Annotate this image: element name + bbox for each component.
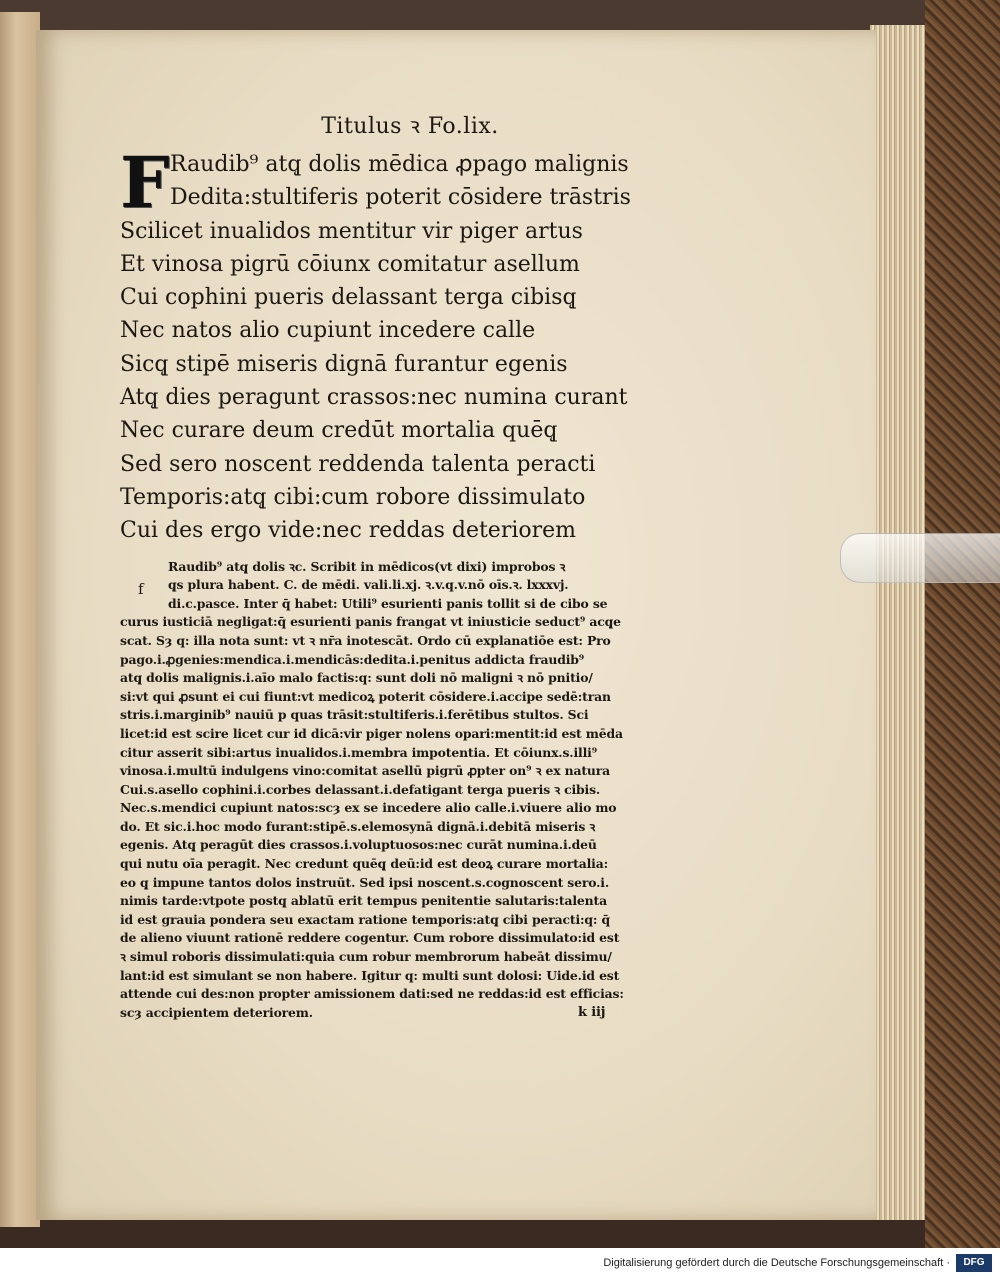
- commentary-line: id est grauia pondera seu exactam ratione temporis:atq̨ cibi peracti:q: q̄: [120, 911, 611, 927]
- commentary-block: [120, 558, 680, 1023]
- page-text: [120, 110, 680, 1022]
- verse-line: Cui cophini pueris delassant terga cibisq̨: [120, 285, 577, 311]
- commentary-line: stris.i.marginib⁹ nauiū p quas trāsit:stultiferis.i.ferētibus stultos. Sci: [120, 707, 589, 723]
- verse-line: Cui des ergo vide:nec reddas deteriorem: [120, 518, 577, 544]
- commentary-line: curus iusticiā negligat:q̄ esurienti panis frangat vt iniusticie seduct⁹ acq̨e: [120, 614, 621, 630]
- commentary-initial-marker: f: [138, 579, 144, 598]
- commentary-line: attende cui des:non propter amissionem dati:sed ne reddas:id est efficias:: [120, 986, 624, 1002]
- commentary-line: Nec.s.mendici cupiunt natos:scȝ ex se incedere alio calle.i.viuere alio mo: [120, 800, 617, 816]
- commentary-line: atq̨ dolis malignis.i.aīo malo factis:q: sunt doli nō maligni ꝛ nō pnitio/: [120, 670, 593, 686]
- funding-credit: Digitalisierung gefördert durch die Deutsche Forschungsgemeinschaft ·: [603, 1257, 950, 1269]
- commentary-line: nimis tarde:vtpote postq̨ ablatū erit tempus penitentie salutaris:talenta: [120, 893, 607, 909]
- verse-line: Raudib⁹ atq̨ dolis mēdica ꝓpago malignis: [170, 152, 629, 177]
- scan-top-edge: [0, 0, 1000, 30]
- commentary-line-last: [120, 1004, 680, 1023]
- verse-line: Temporis:atq̨ cibi:cum robore dissimulato: [120, 484, 586, 510]
- verse-line: Sicq̨ stipē miseris dignā furantur egenis: [120, 351, 568, 377]
- commentary-line: vinosa.i.multū indulgens vino:comitat asellū pigrū ꝓpter on⁹ ꝛ ex natura: [120, 763, 611, 779]
- page-tab-marker: [840, 533, 1000, 583]
- commentary-line: pago.i.ꝓgenies:mendica.i.mendicās:dedita.i.penitus addicta fraudib⁹: [120, 651, 585, 667]
- commentary-line: ꝛ simul roboris dissimulati:quia cum robur membrorum habeāt dissimu/: [120, 949, 612, 965]
- commentary-line: scȝ accipientem deteriorem.: [120, 1004, 313, 1020]
- decorated-initial: F: [120, 141, 170, 224]
- verse-line: Nec natos alio cupiunt incedere calle: [120, 318, 536, 344]
- verse-line: Scilicet inualidos mentitur vir piger artus: [120, 218, 583, 244]
- commentary-line: qui nutu oīa peragit. Nec credunt quēq̨ deū:id est deoꝝ curare mortalia:: [120, 856, 609, 872]
- commentary-line: Cui.s.asello cophini.i.corbes delassant.i.defatigant terga pueris ꝛ cibis.: [120, 781, 601, 797]
- verse-line: Nec curare deum credūt mortalia quēq̨: [120, 418, 558, 444]
- commentary-line: licet:id est scire licet cur id dicā:vir piger nolens opari:mentit:id est mēda: [120, 725, 623, 741]
- verse-line: Atq̨ dies peragunt crassos:nec numina curant: [120, 385, 628, 411]
- binding-board: [925, 0, 1000, 1248]
- running-head: Titulus ꝛ Fo.lix.: [321, 114, 499, 139]
- dfg-logo: DFG: [956, 1254, 992, 1272]
- commentary-line: do. Et sic.i.hoc modo furant:stipē.s.elemosynā dignā.i.debitā miseris ꝛ: [120, 818, 596, 834]
- commentary-line: scat. Sȝ q: illa nota sunt: vt ꝛ nr̄a inotescāt. Ordo cū explanatiōe est: Pro: [120, 632, 611, 648]
- commentary-line: citur asserit sibi:artus inualidos.i.membra impotentia. Et cōiunx.s.illi⁹: [120, 744, 597, 760]
- verse-line: Dedita:stultiferis poterit cōsidere trāstris: [170, 185, 631, 211]
- footer-bar: [0, 1248, 1000, 1280]
- verse-line: Sed sero noscent reddenda talenta peracti: [120, 451, 596, 477]
- signature-mark: k iij: [578, 1004, 606, 1020]
- commentary-line: de alieno viuunt rationē reddere cogentur. Cum robore dissimulato:id est: [120, 930, 620, 946]
- verse-block: [120, 141, 680, 548]
- verse-line: Et vinosa pigrū cōiunx comitatur asellum: [120, 251, 580, 277]
- commentary-line: Raudib⁹ atq̨ dolis ꝛc. Scribit in mēdicos(vt dixi) improbos ꝛ: [168, 558, 566, 574]
- commentary-line: lant:id est simulant se non habere. Igitur q: multi sunt dolosi: Uide.id est: [120, 967, 620, 983]
- commentary-line: di.c.pasce. Inter q̄ habet: Utili⁹ esurienti panis tollit si de cibo se: [168, 595, 608, 611]
- commentary-line: si:vt qui ꝓsunt ei cui fiunt:vt medicoꝝ poterit cōsidere.i.accipe sedē:tran: [120, 688, 611, 704]
- commentary-line: q̨s plura habent. C. de mēdi. vali.li.xj. ꝛ.v.q.v.nō oīs.ꝛ. lxxxvj.: [168, 577, 569, 593]
- commentary-line: egenis. Atq̨ peragūt dies crassos.i.voluptuosos:nec curāt numina.i.deū: [120, 837, 597, 853]
- left-page-edge: [0, 12, 40, 1227]
- commentary-line: eo q̨ impune tantos dolos instruūt. Sed ipsi noscent.s.cognoscent sero.i.: [120, 874, 610, 890]
